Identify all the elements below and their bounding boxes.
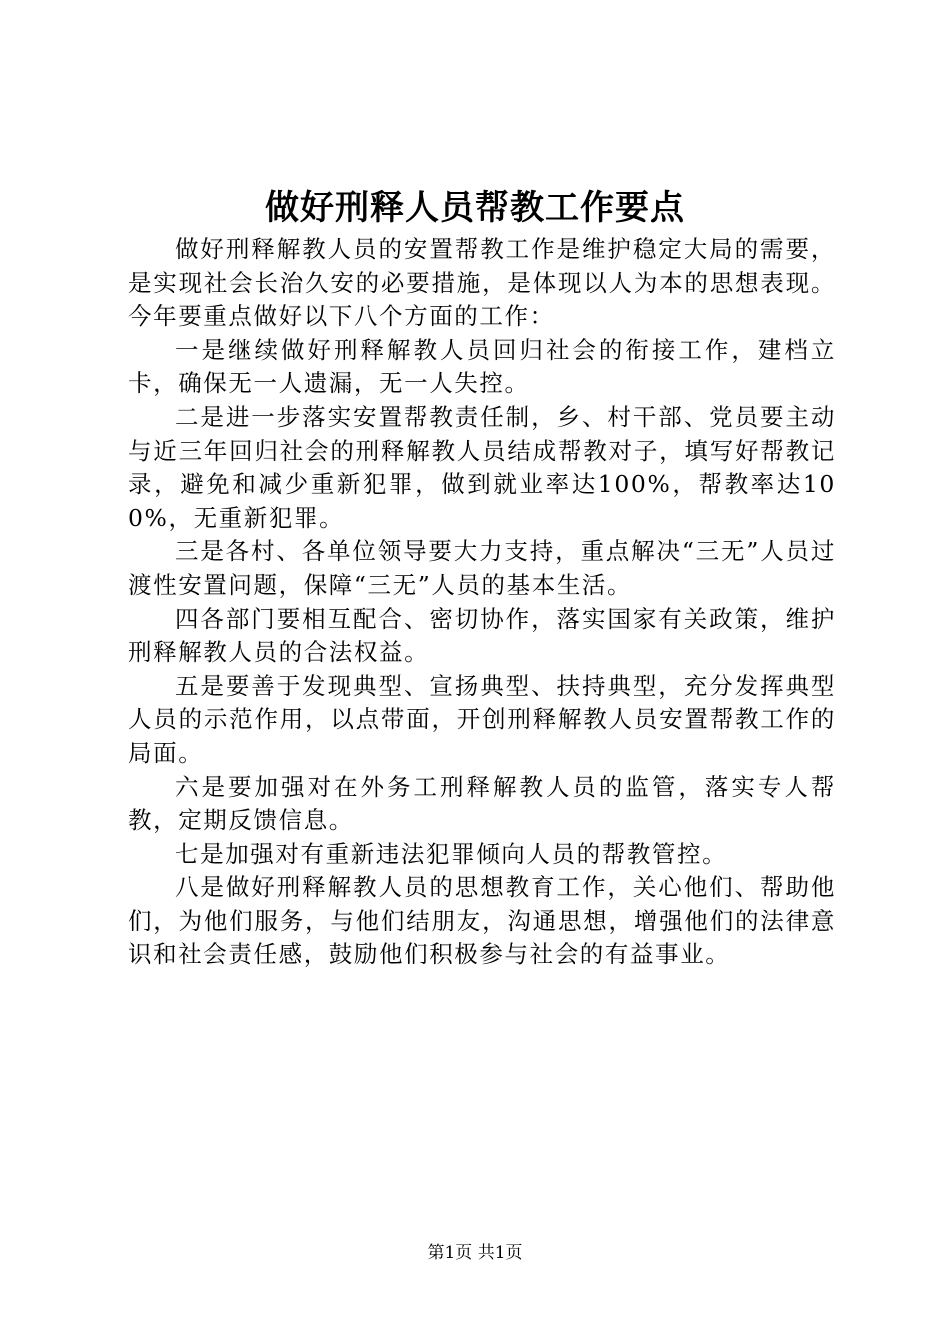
paragraph-point-1: 一是继续做好刑释解教人员回归社会的衔接工作，建档立卡，确保无一人遗漏，无一人失控。 xyxy=(128,335,836,398)
paragraph-point-2: 二是进一步落实安置帮教责任制，乡、村干部、党员要主动与近三年回归社会的刑释解教人员结成帮教对子，填写好帮教记录，避免和减少重新犯罪，做到就业率达100%，帮教率达100%，无重新犯罪。 xyxy=(128,402,836,532)
paragraph-point-7: 七是加强对有重新违法犯罪倾向人员的帮教管控。 xyxy=(175,839,728,868)
page-number-footer: 第1页 共1页 xyxy=(427,1243,523,1263)
document-title: 做好刑释人员帮教工作要点 xyxy=(265,188,685,228)
paragraph-intro: 做好刑释解教人员的安置帮教工作是维护稳定大局的需要，是实现社会长治久安的必要措施，是体现以人为本的思想表现。今年要重点做好以下八个方面的工作： xyxy=(128,235,836,331)
document-body xyxy=(128,233,836,972)
paragraph-point-4: 四各部门要相互配合、密切协作，落实国家有关政策，维护刑释解教人员的合法权益。 xyxy=(128,604,836,667)
paragraph-point-8: 八是做好刑释解教人员的思想教育工作，关心他们、帮助他们，为他们服务，与他们结朋友，沟通思想，增强他们的法律意识和社会责任感，鼓励他们积极参与社会的有益事业。 xyxy=(128,873,836,969)
paragraph-point-5: 五是要善于发现典型、宣扬典型、扶持典型，充分发挥典型人员的示范作用，以点带面，开创刑释解教人员安置帮教工作的局面。 xyxy=(128,671,836,767)
paragraph-point-6: 六是要加强对在外务工刑释解教人员的监管，落实专人帮教，定期反馈信息。 xyxy=(128,772,836,835)
paragraph-point-3: 三是各村、各单位领导要大力支持，重点解决“三无”人员过渡性安置问题，保障“三无”人员的基本生活。 xyxy=(128,537,836,599)
